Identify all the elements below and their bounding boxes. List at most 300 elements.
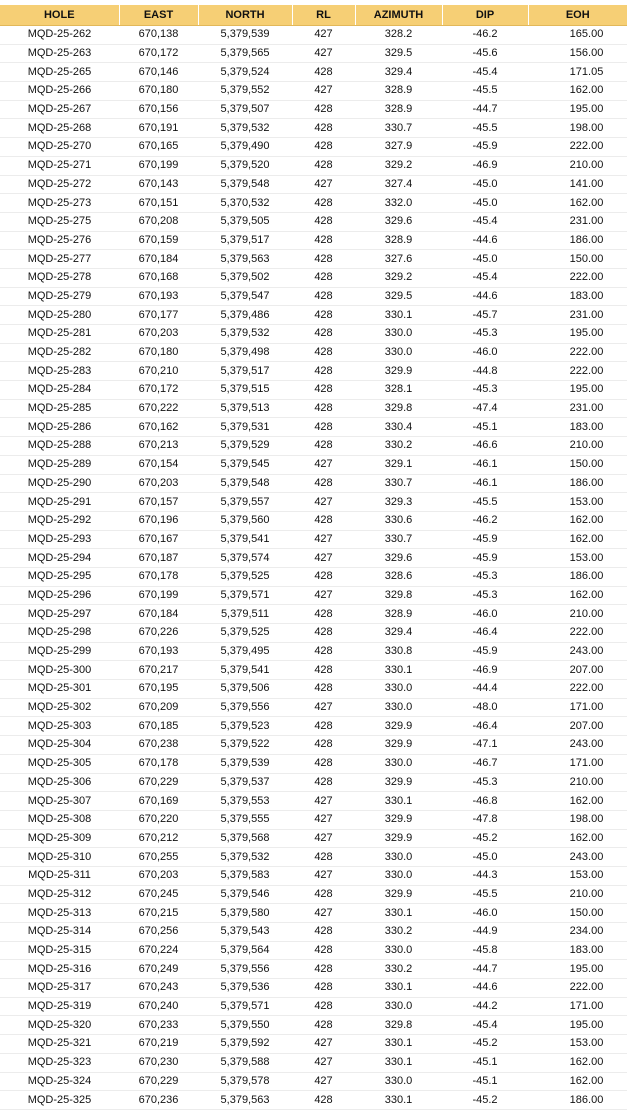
cell-azimuth: 329.5 xyxy=(355,44,442,63)
cell-azimuth: 329.2 xyxy=(355,268,442,287)
cell-north: 5,379,515 xyxy=(198,381,292,400)
cell-hole: MQD-25-302 xyxy=(0,698,119,717)
cell-north: 5,379,532 xyxy=(198,325,292,344)
cell-hole: MQD-25-278 xyxy=(0,268,119,287)
cell-rl: 428 xyxy=(292,997,355,1016)
drill-hole-table xyxy=(0,5,627,1110)
cell-dip: -45.5 xyxy=(442,119,528,138)
cell-rl: 428 xyxy=(292,381,355,400)
cell-east: 670,169 xyxy=(119,792,198,811)
cell-eoh: 231.00 xyxy=(528,212,627,231)
table-row xyxy=(0,773,627,792)
cell-azimuth: 329.6 xyxy=(355,212,442,231)
cell-dip: -45.1 xyxy=(442,1053,528,1072)
cell-north: 5,379,574 xyxy=(198,549,292,568)
cell-rl: 427 xyxy=(292,1053,355,1072)
table-row xyxy=(0,736,627,755)
cell-north: 5,379,490 xyxy=(198,138,292,157)
cell-east: 670,178 xyxy=(119,754,198,773)
cell-hole: MQD-25-308 xyxy=(0,810,119,829)
cell-azimuth: 329.8 xyxy=(355,1016,442,1035)
cell-hole: MQD-25-289 xyxy=(0,455,119,474)
cell-eoh: 195.00 xyxy=(528,325,627,344)
cell-azimuth: 329.9 xyxy=(355,717,442,736)
cell-eoh: 195.00 xyxy=(528,1016,627,1035)
cell-hole: MQD-25-304 xyxy=(0,736,119,755)
cell-azimuth: 330.1 xyxy=(355,1091,442,1110)
table-row xyxy=(0,923,627,942)
cell-hole: MQD-25-272 xyxy=(0,175,119,194)
cell-eoh: 153.00 xyxy=(528,1035,627,1054)
cell-east: 670,156 xyxy=(119,100,198,119)
cell-east: 670,203 xyxy=(119,474,198,493)
cell-east: 670,172 xyxy=(119,381,198,400)
cell-east: 670,167 xyxy=(119,530,198,549)
cell-rl: 428 xyxy=(292,511,355,530)
table-row xyxy=(0,530,627,549)
cell-rl: 427 xyxy=(292,493,355,512)
cell-hole: MQD-25-310 xyxy=(0,848,119,867)
cell-rl: 428 xyxy=(292,661,355,680)
cell-azimuth: 330.8 xyxy=(355,642,442,661)
cell-hole: MQD-25-294 xyxy=(0,549,119,568)
cell-east: 670,146 xyxy=(119,63,198,82)
cell-hole: MQD-25-323 xyxy=(0,1053,119,1072)
cell-azimuth: 328.9 xyxy=(355,82,442,101)
cell-dip: -45.9 xyxy=(442,530,528,549)
cell-hole: MQD-25-300 xyxy=(0,661,119,680)
cell-rl: 428 xyxy=(292,642,355,661)
table-row xyxy=(0,343,627,362)
cell-hole: MQD-25-312 xyxy=(0,885,119,904)
cell-rl: 428 xyxy=(292,605,355,624)
cell-azimuth: 330.1 xyxy=(355,792,442,811)
cell-north: 5,379,560 xyxy=(198,511,292,530)
cell-azimuth: 330.1 xyxy=(355,1035,442,1054)
cell-rl: 428 xyxy=(292,362,355,381)
table-row xyxy=(0,586,627,605)
cell-north: 5,379,563 xyxy=(198,1091,292,1110)
cell-azimuth: 327.4 xyxy=(355,175,442,194)
cell-north: 5,379,552 xyxy=(198,82,292,101)
cell-eoh: 171.05 xyxy=(528,63,627,82)
cell-east: 670,185 xyxy=(119,717,198,736)
cell-dip: -46.0 xyxy=(442,605,528,624)
table-header xyxy=(0,5,627,26)
cell-hole: MQD-25-324 xyxy=(0,1072,119,1091)
table-row xyxy=(0,997,627,1016)
table-row xyxy=(0,904,627,923)
cell-azimuth: 329.9 xyxy=(355,885,442,904)
cell-east: 670,172 xyxy=(119,44,198,63)
cell-hole: MQD-25-320 xyxy=(0,1016,119,1035)
cell-north: 5,379,537 xyxy=(198,773,292,792)
cell-rl: 428 xyxy=(292,399,355,418)
cell-rl: 427 xyxy=(292,1072,355,1091)
cell-hole: MQD-25-296 xyxy=(0,586,119,605)
cell-north: 5,379,557 xyxy=(198,493,292,512)
cell-east: 670,165 xyxy=(119,138,198,157)
cell-east: 670,229 xyxy=(119,773,198,792)
cell-eoh: 207.00 xyxy=(528,717,627,736)
cell-eoh: 186.00 xyxy=(528,231,627,250)
cell-hole: MQD-25-309 xyxy=(0,829,119,848)
cell-dip: -46.8 xyxy=(442,792,528,811)
table-row xyxy=(0,829,627,848)
cell-north: 5,379,547 xyxy=(198,287,292,306)
cell-azimuth: 330.0 xyxy=(355,941,442,960)
cell-north: 5,379,513 xyxy=(198,399,292,418)
cell-rl: 428 xyxy=(292,979,355,998)
cell-dip: -45.5 xyxy=(442,885,528,904)
cell-eoh: 231.00 xyxy=(528,306,627,325)
cell-east: 670,177 xyxy=(119,306,198,325)
cell-east: 670,230 xyxy=(119,1053,198,1072)
cell-dip: -46.4 xyxy=(442,717,528,736)
cell-rl: 428 xyxy=(292,1091,355,1110)
cell-dip: -45.4 xyxy=(442,268,528,287)
cell-north: 5,379,564 xyxy=(198,941,292,960)
cell-east: 670,193 xyxy=(119,287,198,306)
cell-azimuth: 330.7 xyxy=(355,530,442,549)
cell-north: 5,379,524 xyxy=(198,63,292,82)
cell-eoh: 243.00 xyxy=(528,736,627,755)
table-row xyxy=(0,250,627,269)
cell-azimuth: 330.0 xyxy=(355,698,442,717)
cell-eoh: 222.00 xyxy=(528,362,627,381)
cell-dip: -45.2 xyxy=(442,1091,528,1110)
cell-east: 670,219 xyxy=(119,1035,198,1054)
cell-rl: 428 xyxy=(292,754,355,773)
cell-eoh: 162.00 xyxy=(528,82,627,101)
cell-hole: MQD-25-268 xyxy=(0,119,119,138)
cell-hole: MQD-25-267 xyxy=(0,100,119,119)
cell-east: 670,180 xyxy=(119,82,198,101)
cell-eoh: 195.00 xyxy=(528,960,627,979)
table-row xyxy=(0,287,627,306)
table-row xyxy=(0,63,627,82)
cell-eoh: 207.00 xyxy=(528,661,627,680)
cell-azimuth: 327.6 xyxy=(355,250,442,269)
cell-azimuth: 330.0 xyxy=(355,848,442,867)
cell-eoh: 186.00 xyxy=(528,1091,627,1110)
cell-east: 670,191 xyxy=(119,119,198,138)
cell-azimuth: 328.1 xyxy=(355,381,442,400)
cell-eoh: 195.00 xyxy=(528,381,627,400)
cell-azimuth: 330.1 xyxy=(355,979,442,998)
cell-azimuth: 330.0 xyxy=(355,997,442,1016)
cell-rl: 428 xyxy=(292,736,355,755)
cell-hole: MQD-25-316 xyxy=(0,960,119,979)
cell-eoh: 222.00 xyxy=(528,138,627,157)
header-north: NORTH xyxy=(198,5,292,26)
table-row xyxy=(0,381,627,400)
cell-north: 5,379,531 xyxy=(198,418,292,437)
cell-hole: MQD-25-297 xyxy=(0,605,119,624)
cell-eoh: 153.00 xyxy=(528,866,627,885)
cell-east: 670,162 xyxy=(119,418,198,437)
cell-hole: MQD-25-285 xyxy=(0,399,119,418)
cell-hole: MQD-25-325 xyxy=(0,1091,119,1110)
table-row xyxy=(0,642,627,661)
cell-north: 5,379,565 xyxy=(198,44,292,63)
cell-hole: MQD-25-273 xyxy=(0,194,119,213)
cell-azimuth: 330.2 xyxy=(355,437,442,456)
cell-rl: 428 xyxy=(292,1016,355,1035)
cell-dip: -44.9 xyxy=(442,923,528,942)
cell-north: 5,379,522 xyxy=(198,736,292,755)
cell-north: 5,379,556 xyxy=(198,698,292,717)
cell-dip: -45.1 xyxy=(442,418,528,437)
cell-eoh: 222.00 xyxy=(528,979,627,998)
cell-azimuth: 330.4 xyxy=(355,418,442,437)
cell-rl: 428 xyxy=(292,100,355,119)
cell-dip: -45.3 xyxy=(442,325,528,344)
cell-east: 670,245 xyxy=(119,885,198,904)
cell-dip: -45.2 xyxy=(442,1035,528,1054)
cell-east: 670,215 xyxy=(119,904,198,923)
cell-north: 5,379,525 xyxy=(198,624,292,643)
cell-north: 5,379,555 xyxy=(198,810,292,829)
header-row xyxy=(0,5,627,26)
cell-north: 5,379,532 xyxy=(198,119,292,138)
table-row xyxy=(0,100,627,119)
cell-hole: MQD-25-290 xyxy=(0,474,119,493)
cell-eoh: 210.00 xyxy=(528,605,627,624)
cell-hole: MQD-25-281 xyxy=(0,325,119,344)
cell-eoh: 150.00 xyxy=(528,250,627,269)
cell-dip: -45.0 xyxy=(442,250,528,269)
table-row xyxy=(0,960,627,979)
cell-dip: -44.4 xyxy=(442,680,528,699)
cell-north: 5,370,532 xyxy=(198,194,292,213)
cell-azimuth: 330.0 xyxy=(355,325,442,344)
cell-east: 670,240 xyxy=(119,997,198,1016)
cell-azimuth: 329.9 xyxy=(355,810,442,829)
cell-rl: 427 xyxy=(292,698,355,717)
cell-eoh: 162.00 xyxy=(528,792,627,811)
cell-rl: 428 xyxy=(292,567,355,586)
cell-hole: MQD-25-301 xyxy=(0,680,119,699)
cell-north: 5,379,536 xyxy=(198,979,292,998)
cell-dip: -44.6 xyxy=(442,231,528,250)
cell-eoh: 186.00 xyxy=(528,567,627,586)
cell-hole: MQD-25-263 xyxy=(0,44,119,63)
cell-azimuth: 329.8 xyxy=(355,399,442,418)
cell-dip: -45.3 xyxy=(442,586,528,605)
cell-north: 5,379,520 xyxy=(198,156,292,175)
cell-north: 5,379,506 xyxy=(198,680,292,699)
table-row xyxy=(0,493,627,512)
table-row xyxy=(0,306,627,325)
cell-eoh: 162.00 xyxy=(528,530,627,549)
cell-eoh: 210.00 xyxy=(528,437,627,456)
cell-rl: 428 xyxy=(292,231,355,250)
cell-eoh: 150.00 xyxy=(528,904,627,923)
cell-east: 670,203 xyxy=(119,325,198,344)
cell-dip: -45.9 xyxy=(442,549,528,568)
cell-east: 670,249 xyxy=(119,960,198,979)
cell-eoh: 162.00 xyxy=(528,1053,627,1072)
cell-dip: -44.2 xyxy=(442,997,528,1016)
cell-rl: 428 xyxy=(292,418,355,437)
cell-eoh: 222.00 xyxy=(528,624,627,643)
cell-rl: 428 xyxy=(292,885,355,904)
cell-north: 5,379,548 xyxy=(198,175,292,194)
table-row xyxy=(0,156,627,175)
cell-north: 5,379,580 xyxy=(198,904,292,923)
cell-dip: -46.4 xyxy=(442,624,528,643)
cell-eoh: 231.00 xyxy=(528,399,627,418)
cell-north: 5,379,532 xyxy=(198,848,292,867)
cell-north: 5,379,502 xyxy=(198,268,292,287)
cell-dip: -45.5 xyxy=(442,493,528,512)
cell-north: 5,379,588 xyxy=(198,1053,292,1072)
cell-dip: -46.6 xyxy=(442,437,528,456)
cell-east: 670,233 xyxy=(119,1016,198,1035)
cell-north: 5,379,525 xyxy=(198,567,292,586)
cell-east: 670,180 xyxy=(119,343,198,362)
cell-azimuth: 328.9 xyxy=(355,100,442,119)
cell-north: 5,379,578 xyxy=(198,1072,292,1091)
table-row xyxy=(0,325,627,344)
cell-eoh: 156.00 xyxy=(528,44,627,63)
cell-rl: 427 xyxy=(292,82,355,101)
cell-eoh: 222.00 xyxy=(528,268,627,287)
cell-east: 670,184 xyxy=(119,250,198,269)
table-row xyxy=(0,848,627,867)
cell-north: 5,379,541 xyxy=(198,661,292,680)
header-rl: RL xyxy=(292,5,355,26)
cell-east: 670,243 xyxy=(119,979,198,998)
cell-hole: MQD-25-282 xyxy=(0,343,119,362)
cell-hole: MQD-25-262 xyxy=(0,26,119,45)
cell-north: 5,379,539 xyxy=(198,26,292,45)
table-row xyxy=(0,567,627,586)
cell-east: 670,168 xyxy=(119,268,198,287)
cell-north: 5,379,517 xyxy=(198,362,292,381)
cell-eoh: 171.00 xyxy=(528,754,627,773)
cell-north: 5,379,545 xyxy=(198,455,292,474)
cell-eoh: 195.00 xyxy=(528,100,627,119)
cell-dip: -45.9 xyxy=(442,138,528,157)
cell-eoh: 243.00 xyxy=(528,848,627,867)
cell-dip: -46.1 xyxy=(442,474,528,493)
cell-east: 670,226 xyxy=(119,624,198,643)
cell-east: 670,229 xyxy=(119,1072,198,1091)
cell-azimuth: 329.9 xyxy=(355,362,442,381)
table-row xyxy=(0,119,627,138)
cell-azimuth: 330.6 xyxy=(355,511,442,530)
cell-east: 670,210 xyxy=(119,362,198,381)
cell-east: 670,217 xyxy=(119,661,198,680)
cell-hole: MQD-25-286 xyxy=(0,418,119,437)
cell-hole: MQD-25-295 xyxy=(0,567,119,586)
cell-azimuth: 329.4 xyxy=(355,624,442,643)
table-row xyxy=(0,1053,627,1072)
cell-east: 670,220 xyxy=(119,810,198,829)
cell-eoh: 150.00 xyxy=(528,455,627,474)
cell-rl: 428 xyxy=(292,848,355,867)
cell-dip: -46.2 xyxy=(442,26,528,45)
cell-eoh: 198.00 xyxy=(528,810,627,829)
cell-azimuth: 330.1 xyxy=(355,1053,442,1072)
cell-dip: -45.4 xyxy=(442,63,528,82)
header-dip: DIP xyxy=(442,5,528,26)
cell-east: 670,209 xyxy=(119,698,198,717)
cell-eoh: 243.00 xyxy=(528,642,627,661)
cell-dip: -45.1 xyxy=(442,1072,528,1091)
cell-north: 5,379,486 xyxy=(198,306,292,325)
cell-eoh: 234.00 xyxy=(528,923,627,942)
table-row xyxy=(0,1035,627,1054)
cell-east: 670,193 xyxy=(119,642,198,661)
cell-eoh: 222.00 xyxy=(528,680,627,699)
cell-azimuth: 330.0 xyxy=(355,866,442,885)
cell-rl: 428 xyxy=(292,268,355,287)
cell-dip: -45.8 xyxy=(442,941,528,960)
cell-rl: 428 xyxy=(292,941,355,960)
cell-rl: 428 xyxy=(292,437,355,456)
cell-hole: MQD-25-317 xyxy=(0,979,119,998)
cell-dip: -47.8 xyxy=(442,810,528,829)
table-row xyxy=(0,194,627,213)
table-row xyxy=(0,866,627,885)
cell-east: 670,212 xyxy=(119,829,198,848)
cell-north: 5,379,498 xyxy=(198,343,292,362)
cell-dip: -45.4 xyxy=(442,212,528,231)
cell-east: 670,224 xyxy=(119,941,198,960)
cell-rl: 428 xyxy=(292,63,355,82)
cell-eoh: 183.00 xyxy=(528,418,627,437)
cell-dip: -46.9 xyxy=(442,661,528,680)
cell-hole: MQD-25-275 xyxy=(0,212,119,231)
cell-north: 5,379,571 xyxy=(198,997,292,1016)
table-row xyxy=(0,138,627,157)
cell-dip: -46.7 xyxy=(442,754,528,773)
cell-eoh: 165.00 xyxy=(528,26,627,45)
cell-dip: -45.7 xyxy=(442,306,528,325)
cell-eoh: 210.00 xyxy=(528,156,627,175)
table-row xyxy=(0,885,627,904)
cell-dip: -47.4 xyxy=(442,399,528,418)
cell-north: 5,379,556 xyxy=(198,960,292,979)
table-row xyxy=(0,455,627,474)
cell-hole: MQD-25-306 xyxy=(0,773,119,792)
cell-eoh: 171.00 xyxy=(528,698,627,717)
cell-dip: -45.6 xyxy=(442,44,528,63)
cell-azimuth: 329.2 xyxy=(355,156,442,175)
cell-eoh: 222.00 xyxy=(528,343,627,362)
cell-rl: 427 xyxy=(292,530,355,549)
cell-east: 670,199 xyxy=(119,586,198,605)
table-body xyxy=(0,26,627,1110)
cell-eoh: 162.00 xyxy=(528,1072,627,1091)
cell-dip: -46.1 xyxy=(442,455,528,474)
cell-north: 5,379,543 xyxy=(198,923,292,942)
cell-azimuth: 330.2 xyxy=(355,923,442,942)
cell-azimuth: 330.7 xyxy=(355,119,442,138)
cell-eoh: 153.00 xyxy=(528,549,627,568)
cell-north: 5,379,583 xyxy=(198,866,292,885)
cell-eoh: 210.00 xyxy=(528,885,627,904)
table-row xyxy=(0,44,627,63)
cell-dip: -44.7 xyxy=(442,100,528,119)
cell-azimuth: 330.1 xyxy=(355,904,442,923)
cell-east: 670,199 xyxy=(119,156,198,175)
table-row xyxy=(0,212,627,231)
cell-azimuth: 329.1 xyxy=(355,455,442,474)
